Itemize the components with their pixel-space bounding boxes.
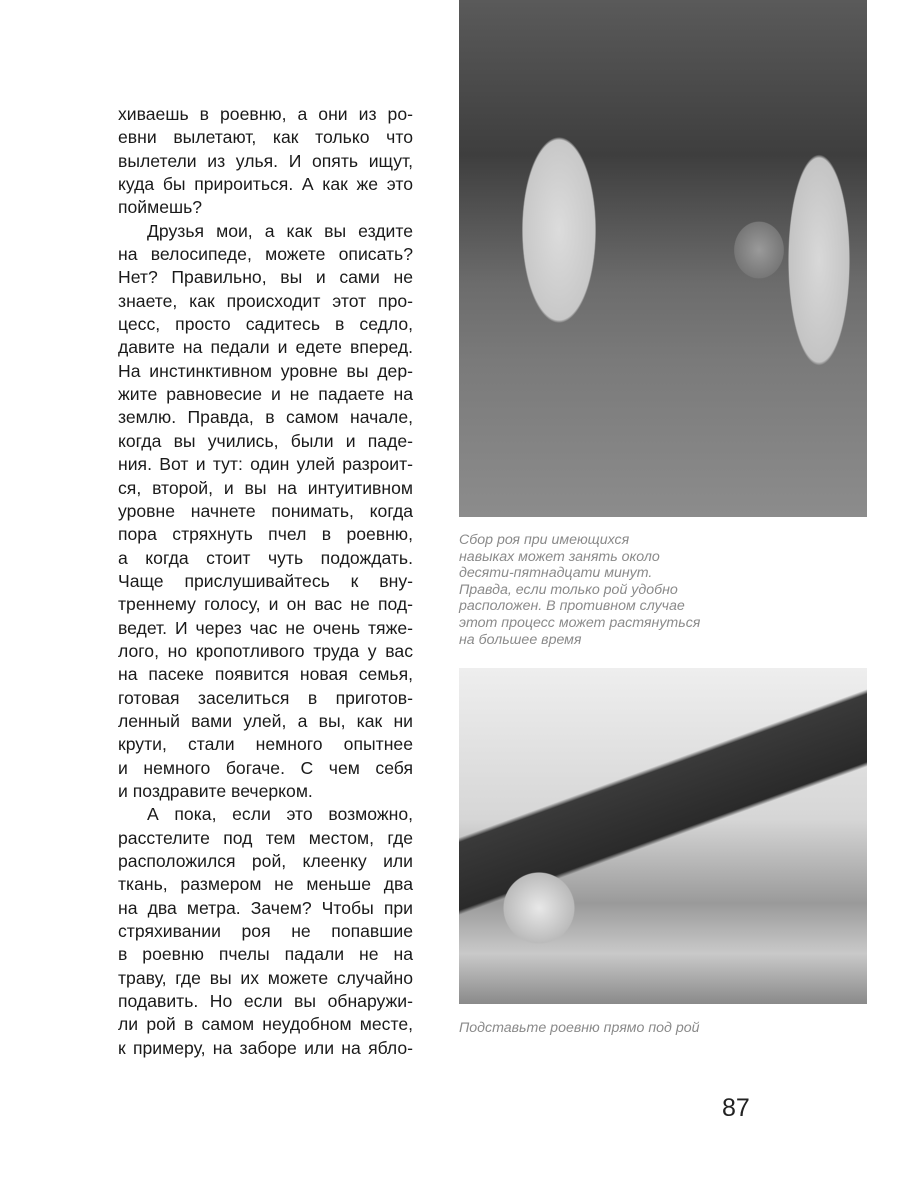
caption-line: Сбор роя при имеющихся: [459, 532, 630, 548]
text-line: готовая заселиться в приготов-: [118, 687, 413, 708]
text-line: ленный вами улей, а вы, как ни: [118, 710, 413, 731]
text-line: и немного богаче. С чем себя: [118, 757, 413, 778]
photo-caption-1: [459, 532, 700, 648]
text-line: На инстинктивном уровне вы дер-: [118, 360, 413, 381]
text-line: стряхивании роя не попавшие: [118, 921, 413, 942]
caption-line: навыках может занять около: [459, 548, 660, 565]
text-line: цесс, просто садитесь в седло,: [118, 314, 413, 335]
text-line: А пока, если это возможно,: [147, 804, 413, 825]
caption-line: на большее время: [459, 631, 582, 648]
text-line: крути, стали немного опытнее: [118, 734, 413, 755]
text-line: Друзья мои, а как вы ездите: [147, 220, 413, 241]
text-line: на два метра. Зачем? Чтобы при: [118, 897, 413, 918]
text-line: ния. Вот и тут: один улей разроит-: [118, 454, 413, 475]
photo-beekeepers-collecting-swarm: [459, 0, 867, 517]
text-line: куда бы прироиться. А как же это: [118, 174, 413, 195]
caption-line: расположен. В противном случае: [459, 598, 685, 615]
text-line: к примеру, на заборе или на ябло-: [118, 1037, 413, 1058]
photo-caption-2: Подставьте роевню прямо под рой: [459, 1020, 700, 1036]
text-line: ли рой в самом неудобном месте,: [118, 1014, 413, 1035]
text-line: подавить. Но если вы обнаружи-: [118, 991, 413, 1012]
text-line: евни вылетают, как только что: [118, 127, 413, 148]
text-line: расположился рой, клеенку или: [118, 851, 413, 871]
text-line: Чаще прислушивайтесь к вну-: [118, 570, 413, 591]
page-number: 87: [722, 1094, 750, 1122]
text-line: хиваешь в роевню, а они из ро-: [118, 104, 413, 124]
text-line: ся, второй, и вы на интуитивном: [118, 477, 413, 498]
text-line: треннему голосу, и он вас не под-: [118, 594, 413, 615]
caption-line: Правда, если только рой удобно: [459, 581, 678, 598]
text-line: траву, где вы их можете случайно: [118, 967, 413, 988]
caption-line: этот процесс может растянуться: [459, 614, 701, 631]
text-line: и поздравите вечерком.: [118, 780, 313, 801]
text-line: жите равновесие и не падаете на: [118, 384, 413, 405]
text-line: пора стряхнуть пчел в роевню,: [118, 524, 413, 545]
text-line: в роевню пчелы падали не на: [118, 944, 413, 965]
text-line: на велосипеде, можете описать?: [118, 244, 413, 265]
text-line: на пасеке появится новая семья,: [118, 664, 413, 685]
text-line: а когда стоит чуть подождать.: [118, 547, 413, 568]
text-line: знаете, как происходит этот про-: [118, 290, 413, 311]
body-text-column: [118, 103, 413, 1060]
text-line: ведет. И через час не очень тяже-: [118, 617, 413, 638]
text-line: вылетели из улья. И опять ищут,: [118, 150, 413, 171]
photo-swarm-on-tree-over-hive: [459, 668, 867, 1004]
text-line: ткань, размером не меньше два: [118, 874, 413, 895]
caption-line: десяти-пятнадцати минут.: [459, 565, 653, 582]
text-line: давите на педали и едете вперед.: [118, 337, 413, 358]
text-line: поймешь?: [118, 197, 203, 218]
text-line: Нет? Правильно, вы и сами не: [118, 267, 413, 288]
text-line: расстелите под тем местом, где: [118, 827, 413, 848]
text-line: лого, но кропотливого труда у вас: [118, 640, 413, 661]
text-line: уровне начнете понимать, когда: [118, 500, 413, 521]
text-line: когда вы учились, были и паде-: [118, 430, 413, 451]
text-line: землю. Правда, в самом начале,: [118, 407, 413, 428]
